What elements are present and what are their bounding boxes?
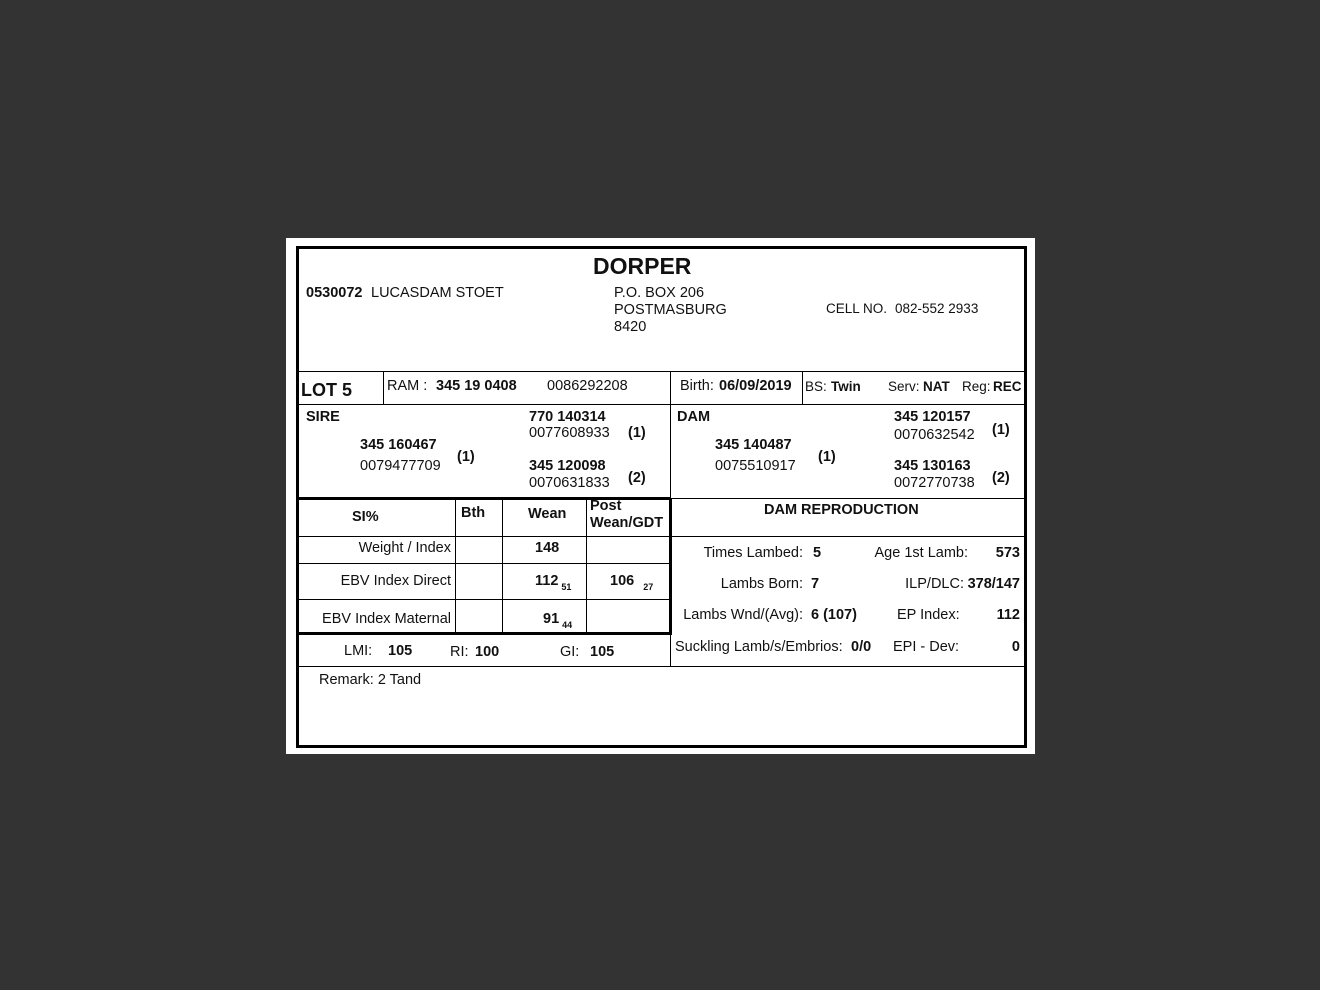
- dam-mark: (1): [818, 449, 836, 465]
- post-value: 106 $_{27}$: [610, 573, 654, 592]
- ri-value: 100: [475, 644, 500, 660]
- dam-id: 345 140487: [715, 437, 792, 453]
- dam-reproduction-title: DAM REPRODUCTION: [764, 502, 919, 518]
- divider-line: [296, 599, 670, 600]
- ram-registration: 0086292208: [547, 378, 628, 394]
- serv-value: NAT: [923, 379, 950, 394]
- divider-line: [455, 498, 456, 634]
- lambs-weaned-label: Lambs Wnd/(Avg):: [683, 607, 803, 623]
- dam-sire-registration: 0070632542: [894, 427, 975, 443]
- ram-id: 345 19 0408: [436, 378, 517, 394]
- cell-value: 082-552 2933: [895, 301, 979, 316]
- sire-sire-id: 770 140314: [529, 409, 606, 425]
- ram-label: RAM :: [387, 378, 428, 394]
- dam-dam-id: 345 130163: [894, 458, 971, 474]
- wean-header: Wean: [528, 506, 567, 522]
- breeder-code: 0530072: [306, 285, 363, 301]
- suckling-value: 0/0: [851, 639, 872, 655]
- breeder-name: LUCASDAM STOET: [371, 285, 504, 301]
- remark: [319, 672, 421, 689]
- row-label: Weight / Index: [358, 540, 451, 556]
- epi-dev-value: 0: [1011, 639, 1020, 655]
- divider-line: [669, 498, 672, 635]
- gi-value: 105: [590, 644, 615, 660]
- reg-value: REC: [993, 379, 1022, 394]
- bth-header: Bth: [461, 505, 486, 521]
- post-header: Post: [590, 498, 622, 514]
- sale-catalogue-card: [286, 238, 1035, 754]
- birth-date: 06/09/2019: [719, 378, 792, 394]
- dam-label: DAM: [677, 409, 711, 425]
- wean-value: 91 $_{44}$: [543, 611, 573, 630]
- divider-line: [296, 536, 670, 537]
- row-label: EBV Index Maternal: [322, 611, 451, 627]
- dam-sire-id: 345 120157: [894, 409, 971, 425]
- ep-index-value: 112: [996, 607, 1020, 623]
- address-line-2: POSTMASBURG: [614, 302, 727, 318]
- lambs-weaned-value: 6 (107): [811, 607, 857, 623]
- divider-line: [670, 536, 1024, 537]
- lot-number: LOT 5: [301, 380, 353, 400]
- gi-label: GI:: [560, 644, 580, 660]
- bs-label: BS:: [805, 379, 827, 394]
- dam-sire-mark: (1): [992, 422, 1010, 438]
- sire-sire-registration: 0077608933: [529, 425, 610, 441]
- divider-line: [502, 498, 503, 634]
- divider-line: [296, 404, 1024, 405]
- sire-id: 345 160467: [360, 437, 437, 453]
- post-wean-gdt-header: Wean/GDT: [590, 515, 664, 531]
- lambs-born-label: Lambs Born:: [720, 576, 803, 592]
- lmi-value: 105: [388, 643, 413, 659]
- divider-line: [296, 666, 1024, 667]
- ri-label: RI:: [450, 644, 469, 660]
- ilp-dlc-label: ILP/DLC:: [905, 576, 964, 592]
- sire-dam-mark: (2): [628, 470, 646, 486]
- divider-line: [383, 372, 384, 405]
- divider-line: [296, 371, 1024, 372]
- sire-registration: 0079477709: [360, 458, 441, 474]
- wean-value: 112 $_{51}$: [535, 573, 572, 592]
- ep-index-label: EP Index:: [897, 607, 960, 623]
- dam-dam-mark: (2): [992, 470, 1010, 486]
- age-first-lamb-label: Age 1st Lamb:: [874, 545, 968, 561]
- si-header: SI%: [352, 509, 379, 525]
- dam-dam-registration: 0072770738: [894, 475, 975, 491]
- ilp-dlc-value: 378/147: [967, 576, 1020, 592]
- reg-label: Reg:: [962, 379, 991, 394]
- times-lambed-label: Times Lambed:: [703, 545, 803, 561]
- sire-dam-registration: 0070631833: [529, 475, 610, 491]
- cell-label: CELL NO.: [826, 301, 888, 316]
- remark-label: Remark:: [319, 672, 374, 688]
- suckling-label: Suckling Lamb/s/Embrios:: [675, 639, 843, 655]
- wean-value: 148: [535, 540, 560, 556]
- divider-line: [586, 498, 587, 634]
- dam-registration: 0075510917: [715, 458, 796, 474]
- age-first-lamb-value: 573: [995, 545, 1020, 561]
- breed-title: DORPER: [593, 253, 692, 279]
- lambs-born-value: 7: [811, 576, 820, 592]
- times-lambed-value: 5: [813, 545, 822, 561]
- remark-value: 2 Tand: [377, 672, 422, 688]
- address-line-1: P.O. BOX 206: [614, 285, 705, 301]
- sire-sire-mark: (1): [628, 425, 646, 441]
- sire-mark: (1): [457, 449, 475, 465]
- birth-label: Birth:: [680, 378, 714, 394]
- sire-dam-id: 345 120098: [529, 458, 606, 474]
- row-label: EBV Index Direct: [340, 573, 451, 589]
- lmi-label: LMI:: [344, 643, 373, 659]
- divider-line: [670, 498, 1024, 499]
- serv-label: Serv:: [888, 379, 920, 394]
- divider-line: [296, 563, 670, 564]
- divider-line: [296, 632, 670, 635]
- epi-dev-label: EPI - Dev:: [893, 639, 960, 655]
- sire-label: SIRE: [306, 409, 340, 425]
- address-line-3: 8420: [614, 319, 647, 335]
- divider-line: [802, 372, 803, 405]
- bs-value: Twin: [831, 379, 861, 394]
